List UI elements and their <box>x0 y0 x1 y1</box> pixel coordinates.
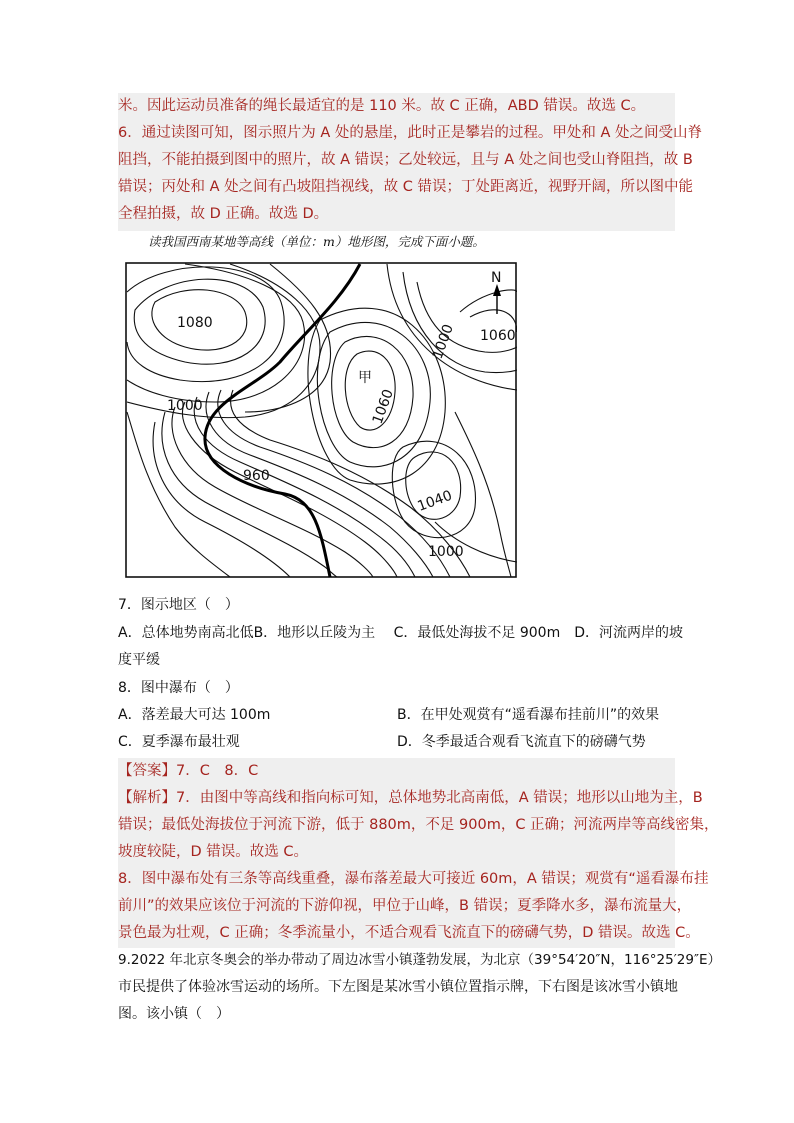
north-label: N <box>491 270 502 286</box>
question-8-option-a: A．落差最大可达 100m <box>118 707 271 723</box>
analysis-text: 7．由图中等高线和指向标可知，总体地势北高南低，A 错误；地形以山地为主，B <box>176 790 703 806</box>
text-line: 错误；丙处和 A 处之间有凸坡阻挡视线，故 C 错误；丁处距离近，视野开阔，所以图中能 <box>118 179 693 195</box>
contour-label: 1000 <box>428 544 464 560</box>
question-7-options-wrap: 度平缓 <box>118 652 160 668</box>
analysis-line <box>118 785 703 811</box>
text-line: 坡度较陡，D 错误。故选 C。 <box>118 844 309 860</box>
contour-label: 1000 <box>429 322 457 362</box>
text-line: 前川”的效果应该位于河流的下游仰视，甲位于山峰，B 错误；夏季降水多，瀑布流量大， <box>118 898 692 914</box>
text-line: 全程拍摄，故 D 正确。故选 D。 <box>118 206 329 222</box>
answer-line <box>118 758 258 784</box>
question-9-line: 市民提供了体验冰雪运动的场所。下左图是某冰雪小镇位置指示牌，下右图是该冰雪小镇地 <box>118 979 678 995</box>
question-8-option-b: B．在甲处观赏有“遥看瀑布挂前川”的效果 <box>397 707 660 723</box>
text-line: 阻挡，不能拍摄到图中的照片，故 A 错误；乙处较远，且与 A 处之间也受山脊阻挡，故 B <box>118 152 693 168</box>
text-line: 错误；最低处海拔位于河流下游，低于 880m，不足 900m，C 正确；河流两岸等高线密集， <box>118 817 719 833</box>
answer-tag: 【答案】 <box>118 763 176 779</box>
text-line: 6．通过读图可知，图示照片为 A 处的悬崖，此时正是攀岩的过程。甲处和 A 处之间受山脊 <box>118 125 702 141</box>
contour-label: 960 <box>243 468 270 484</box>
question-8-option-c: C．夏季瀑布最壮观 <box>118 734 240 750</box>
text-line: 8．图中瀑布处有三条等高线重叠，瀑布落差最大可接近 60m，A 错误；观赏有“遥看瀑布挂 <box>118 871 709 887</box>
text-line: 景色最为壮观，C 正确；冬季流量小，不适合观看飞流直下的磅礴气势，D 错误。故选 C。 <box>118 925 700 941</box>
contour-label: 1060 <box>480 328 516 344</box>
contour-label: 1040 <box>415 487 455 515</box>
contour-label: 1060 <box>369 387 397 427</box>
contour-label: 1080 <box>177 315 213 331</box>
answer-text: 7．C 8．C <box>176 763 259 779</box>
contour-map <box>125 262 517 578</box>
analysis-tag: 【解析】 <box>118 790 176 806</box>
text-line: 米。因此运动员准备的绳长最适宜的是 110 米。故 C 正确，ABD 错误。故选 C。 <box>118 98 646 114</box>
jia-label: 甲 <box>358 370 372 386</box>
question-8-option-d: D．冬季最适合观看飞流直下的磅礴气势 <box>397 734 646 750</box>
figure-caption: 读我国西南某地等高线（单位：m）地形图，完成下面小题。 <box>148 234 485 249</box>
question-7-options: A．总体地势南高北低B．地形以丘陵为主 C．最低处海拔不足 900m D．河流两岸的坡 <box>118 625 683 641</box>
question-9-line: 9.2022 年北京冬奥会的举办带动了周边冰雪小镇蓬勃发展，为北京（39°54′20″N，116°25′29″E） <box>118 952 722 968</box>
question-8-stem: 8．图中瀑布（ ） <box>118 680 239 696</box>
contour-label: 1000 <box>167 398 203 414</box>
question-9-line: 图。该小镇（ ） <box>118 1006 230 1022</box>
question-7-stem: 7．图示地区（ ） <box>118 597 239 613</box>
map-frame <box>126 263 516 577</box>
